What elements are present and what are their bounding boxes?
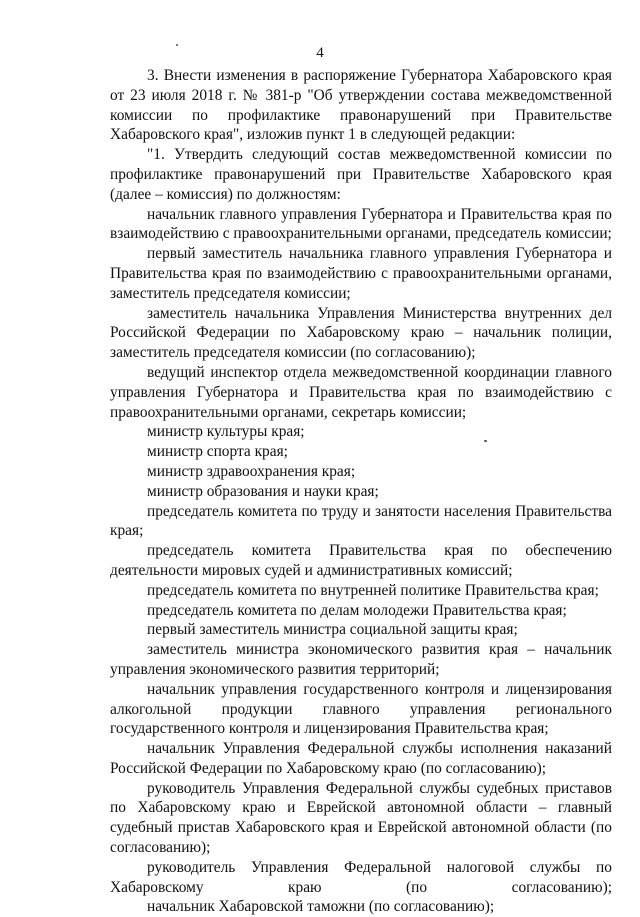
paragraph: министр образования и науки края; — [147, 482, 379, 500]
paragraph: руководитель Управления Федеральной службы судебных приставов по Хабаровскому краю и Еврейской автономной области – главный судебный пристав Хабаровского края и Еврейской автономной области (по согласованию); — [110, 779, 612, 857]
paragraph: начальник управления государственного контроля и лицензирования алкогольной продукции главного управления регионального государственного контроля и лицензирования Правительства края; — [110, 680, 612, 738]
page-number: 4 — [316, 45, 324, 61]
paragraph: ведущий инспектор отдела межведомственной координации главного управления Губернатора и Правительства края по взаимодействию с правоохранительными органами, секретарь комиссии; — [110, 363, 612, 421]
paragraph: заместитель начальника Управления Министерства внутренних дел Российской Федерации по Хабаровскому краю – начальник полиции, заместитель председателя комиссии (по согласованию); — [110, 304, 612, 362]
paragraph: "1. Утвердить следующий состав межведомственной комиссии по профилактике правонарушений при Правительстве Хабаровского края (далее – комиссия) по должностям: — [110, 146, 612, 203]
paragraph: начальник главного управления Губернатора и Правительства края по взаимодействию с правоохранительными органами, председатель комиссии; — [110, 205, 612, 243]
document-body — [110, 66, 612, 917]
paragraph: 3. Внести изменения в распоряжение Губернатора Хабаровского края от 23 июля 2018 г. № 381-р "Об утверждении состава межведомственной комиссии по профилактике правонарушений при Правительстве Хабаровского края", изложив пункт 1 в следующей редакции: — [110, 67, 612, 144]
paragraph: заместитель министра экономического развития края – начальник управления экономического развития территорий; — [110, 641, 612, 678]
paragraph: председатель комитета Правительства края по обеспечению деятельности мировых судей и административных комиссий; — [110, 542, 612, 579]
paragraph: начальник Хабаровской таможни (по согласованию); — [147, 898, 495, 916]
paragraph: председатель комитета по труду и занятости населения Правительства края; — [110, 502, 612, 540]
paragraph: председатель комитета по внутренней политике Правительства края; — [147, 581, 599, 599]
paragraph: министр культуры края; — [147, 423, 305, 441]
paragraph: председатель комитета по делам молодежи Правительства края; — [147, 601, 567, 619]
scan-speck — [176, 44, 178, 46]
paragraph: начальник Управления Федеральной службы исполнения наказаний Российской Федерации по Хабаровскому краю (по согласованию); — [110, 740, 612, 777]
paragraph: министр здравоохранения края; — [147, 462, 356, 480]
paragraph: министр спорта края; — [147, 443, 288, 461]
paragraph: руководитель Управления Федеральной налоговой службы по Хабаровскому краю (по согласованию); — [110, 858, 612, 896]
paragraph: первый заместитель начальника главного управления Губернатора и Правительства края по взаимодействию с правоохранительными органами, заместитель председателя комиссии; — [110, 245, 612, 302]
paragraph: первый заместитель министра социальной защиты края; — [147, 621, 518, 639]
